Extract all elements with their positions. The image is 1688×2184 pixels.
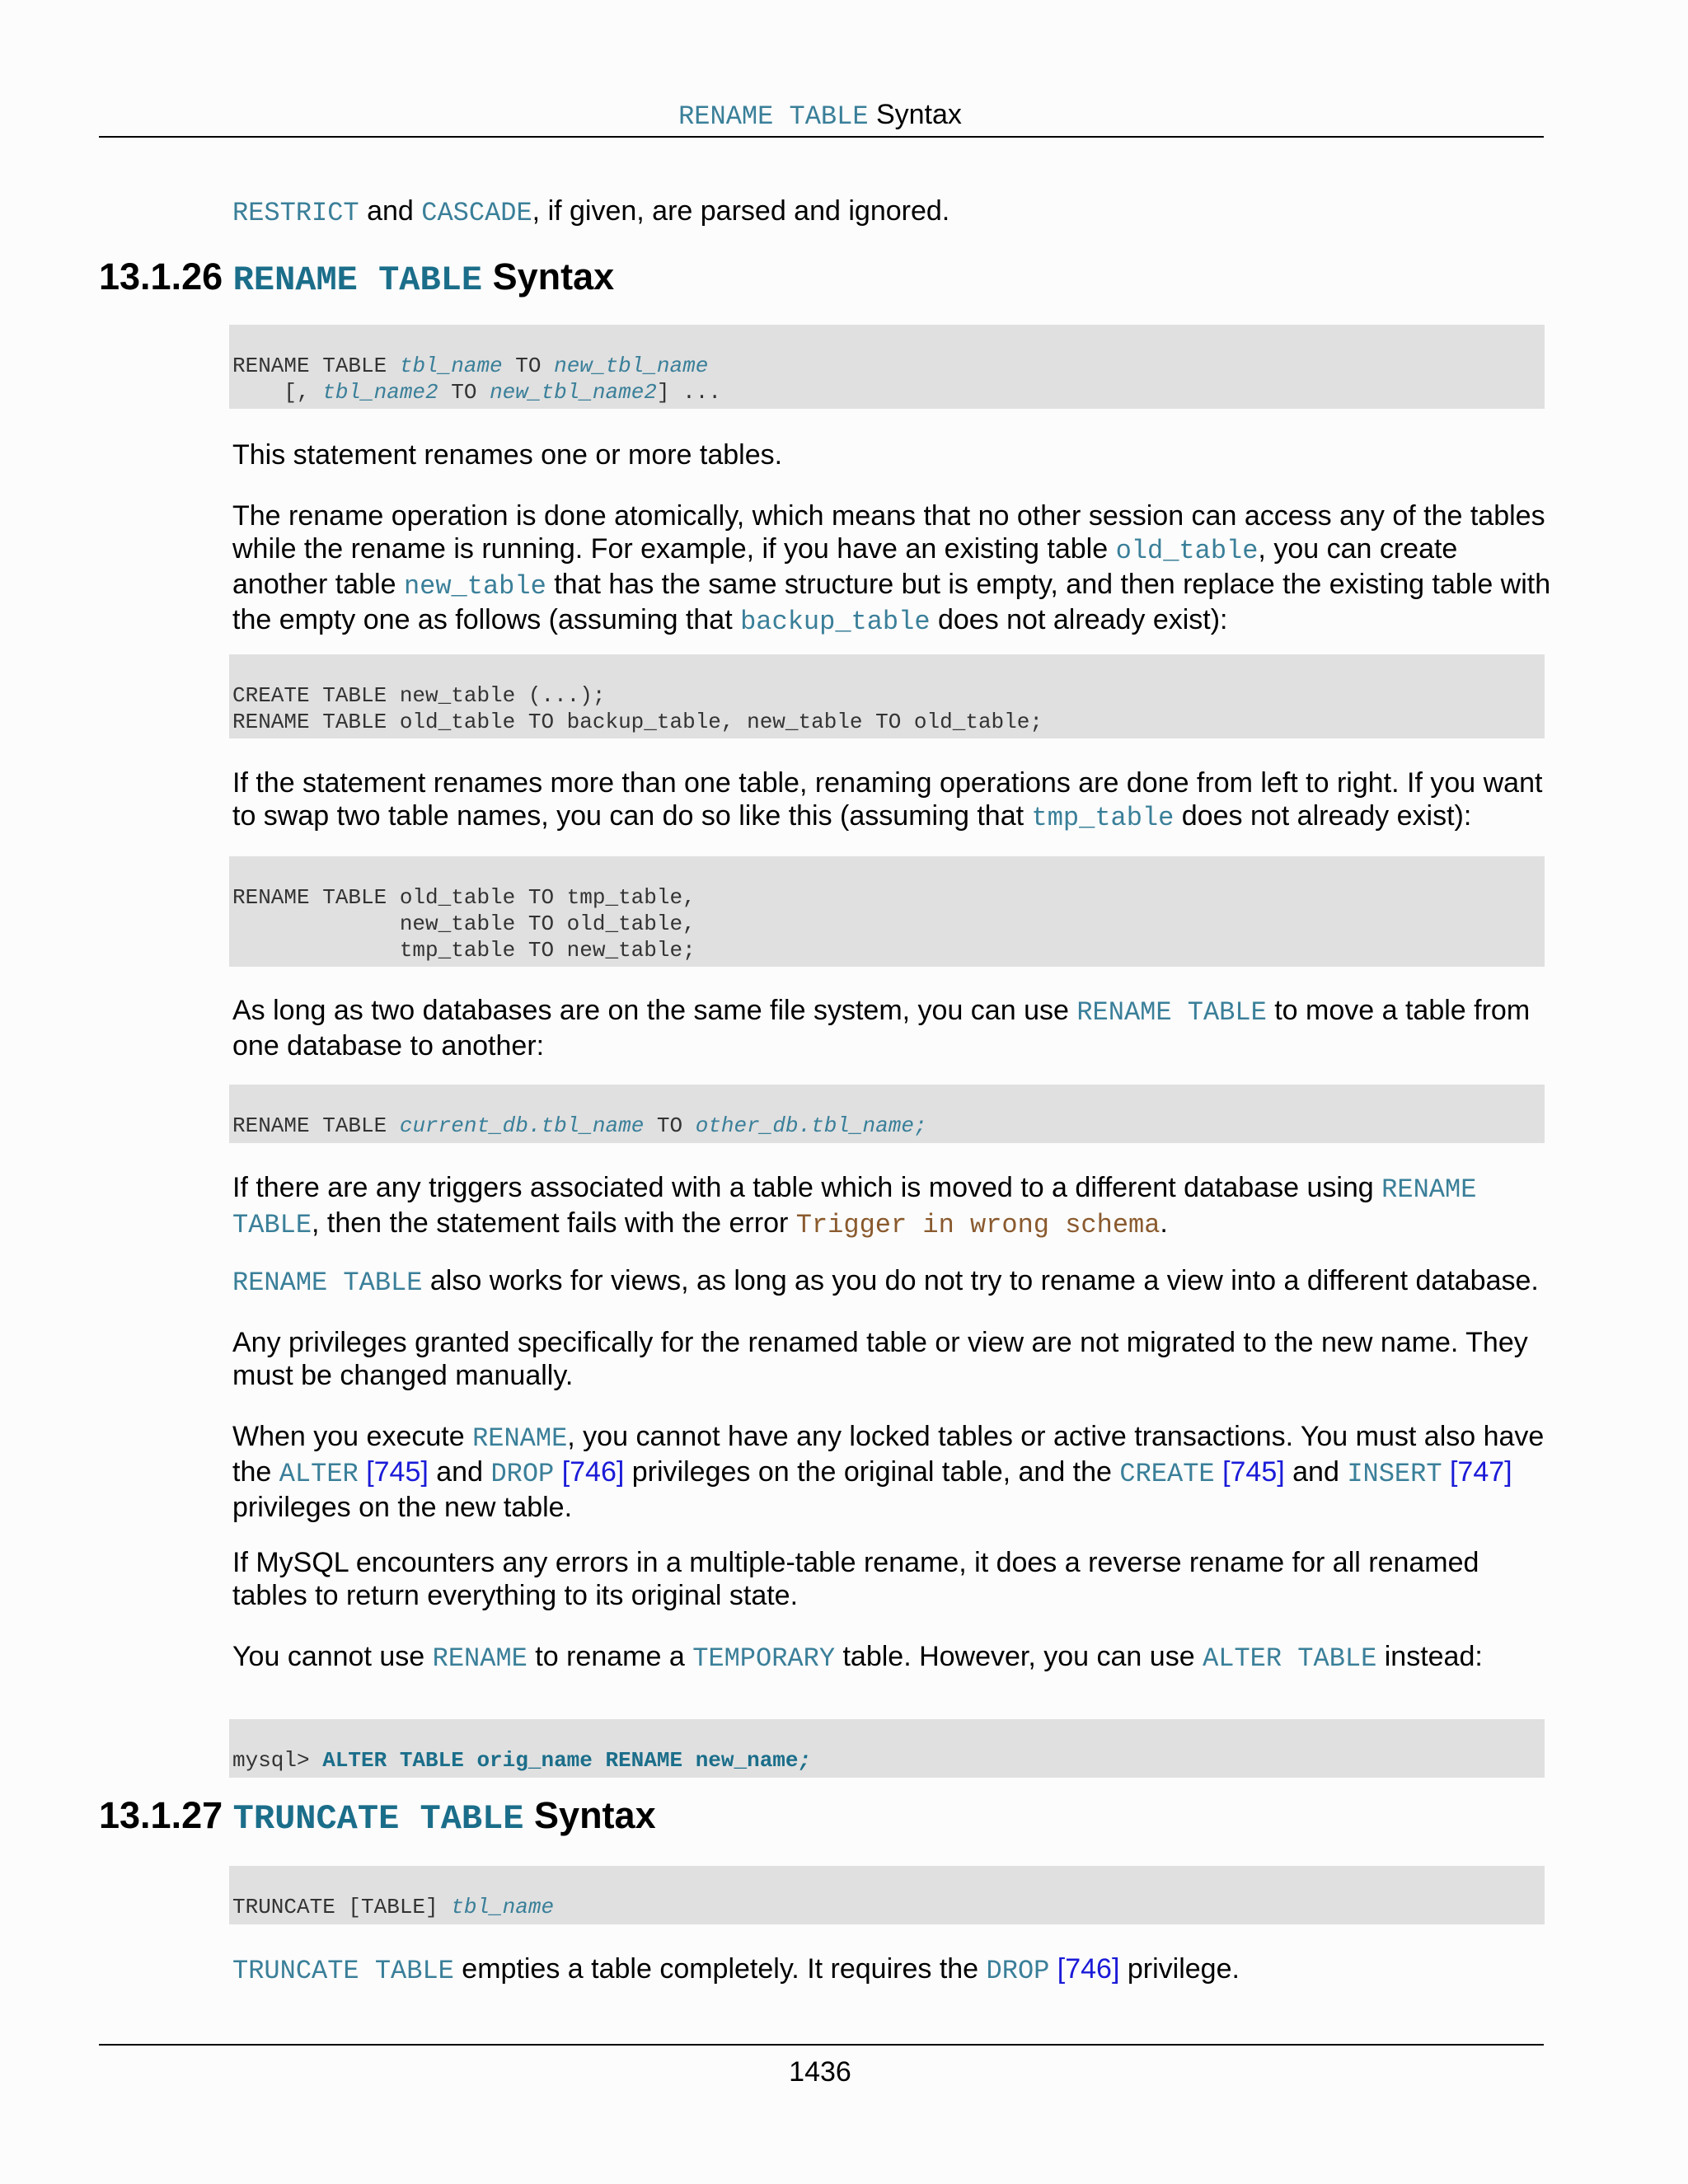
p5-text: If there are any triggers associated with a table which is moved to a different database using <box>232 1172 1382 1203</box>
p2-text: , you can create another table <box>232 533 1458 600</box>
code-block-create-rename: CREATE TABLE new_table (...); RENAME TABLE old_table TO backup_table, new_table TO old_table; <box>229 654 1545 738</box>
section-number: 13.1.27 <box>99 1794 223 1836</box>
syntax-text: TO <box>502 354 555 378</box>
privilege-link-alter[interactable]: [745] <box>366 1456 429 1488</box>
privilege-link-drop[interactable]: [746] <box>1057 1953 1120 1985</box>
p8-text: and <box>1284 1456 1348 1488</box>
header-rule <box>99 136 1544 138</box>
syntax-block-truncate <box>229 1866 1545 1924</box>
p8-text: , you cannot have any locked tables or active transactions. You must also have the <box>232 1421 1545 1488</box>
code-old-table: old_table <box>1115 536 1259 566</box>
code-drop: DROP <box>490 1459 555 1489</box>
section-code: RENAME TABLE <box>232 260 483 300</box>
section-text: Syntax <box>534 1794 656 1836</box>
section-code: TRUNCATE TABLE <box>232 1799 524 1839</box>
footer-rule <box>99 2044 1544 2046</box>
p2-text: that has the same structure but is empty, and then replace the existing table with the empty one as follows (assuming that <box>232 569 1551 635</box>
code-block-mysql-alter <box>229 1719 1545 1778</box>
p3-text: If the statement renames more than one table, renaming operations are done from left to right. If you want to swap two table names, you can do so like this (assuming that <box>232 767 1543 832</box>
code-rename: RENAME <box>432 1643 528 1674</box>
p6-text: also works for views, as long as you do not try to rename a view into a different database. <box>422 1265 1539 1296</box>
p8-text: privileges on the new table. <box>232 1492 573 1523</box>
mysql-command: ALTER TABLE orig_name RENAME new_name <box>322 1748 799 1773</box>
paragraph-7: Any privileges granted specifically for the renamed table or view are not migrated to the new name. They must be changed manually. <box>232 1327 1528 1391</box>
p11-text: empties a table completely. It requires the <box>453 1953 987 1985</box>
section-number: 13.1.26 <box>99 255 223 298</box>
p3-text: does not already exist): <box>1174 800 1472 832</box>
paragraph-10 <box>232 1640 1551 1675</box>
p5-text: . <box>1160 1207 1168 1239</box>
p8-text: and <box>428 1456 491 1488</box>
paragraph-8 <box>232 1420 1551 1524</box>
paragraph-1: This statement renames one or more tables. <box>232 439 783 471</box>
code-var: other_db.tbl_name; <box>695 1113 927 1138</box>
intro-text-1: and <box>359 195 422 227</box>
section-heading-rename <box>99 254 614 303</box>
syntax-block-rename <box>229 325 1545 409</box>
code-block-swap: RENAME TABLE old_table TO tmp_table, new_table TO old_table, tmp_table TO new_table; <box>229 856 1545 967</box>
code-rename-table: RENAME TABLE <box>232 1174 1477 1240</box>
mysql-prompt: mysql> <box>232 1748 323 1773</box>
paragraph-9: If MySQL encounters any errors in a multiple-table rename, it does a reverse rename for all renamed tables to return everything to its original state. <box>232 1547 1479 1611</box>
code-text: RENAME TABLE <box>232 1113 400 1138</box>
code-cascade: CASCADE <box>421 198 532 228</box>
code-alter: ALTER <box>279 1459 359 1489</box>
paragraph-5 <box>232 1171 1551 1242</box>
syntax-var: tbl_name2 <box>322 380 438 405</box>
intro-paragraph <box>232 194 1551 230</box>
syntax-text: ] ... <box>656 380 721 405</box>
p10-text: to rename a <box>527 1641 693 1672</box>
paragraph-11 <box>232 1952 1551 1988</box>
syntax-var: new_tbl_name2 <box>490 380 657 405</box>
intro-text-2: , if given, are parsed and ignored. <box>532 195 950 227</box>
code-restrict: RESTRICT <box>232 198 359 228</box>
syntax-text: TRUNCATE [TABLE] <box>232 1895 452 1919</box>
code-text: TO <box>644 1113 696 1138</box>
syntax-text: TO <box>438 380 490 405</box>
code-tmp-table: tmp_table <box>1031 803 1175 833</box>
code-temporary: TEMPORARY <box>692 1643 836 1674</box>
p2-text: does not already exist): <box>930 604 1228 635</box>
header-code: RENAME TABLE <box>678 101 869 132</box>
code-rename-table: RENAME TABLE <box>232 1268 423 1298</box>
code-block-move-db <box>229 1085 1545 1143</box>
p8-text: privileges on the original table, and the <box>624 1456 1120 1488</box>
paragraph-2 <box>232 499 1551 639</box>
p10-text: instead: <box>1376 1641 1483 1672</box>
p5-text: , then the statement fails with the error <box>312 1207 796 1239</box>
paragraph-4 <box>232 994 1551 1062</box>
section-text: Syntax <box>492 255 615 298</box>
code-drop: DROP <box>986 1956 1050 1986</box>
code-new-table: new_table <box>403 571 546 602</box>
p4-text: As long as two databases are on the same file system, you can use <box>232 995 1077 1026</box>
p4-text: to move a table from one database to another: <box>232 995 1531 1062</box>
header-text: Syntax <box>875 99 962 130</box>
code-alter-table: ALTER TABLE <box>1203 1643 1377 1674</box>
code-insert: INSERT <box>1347 1459 1442 1489</box>
code-rename: RENAME <box>472 1423 568 1454</box>
code-truncate-table: TRUNCATE TABLE <box>232 1956 454 1986</box>
running-header <box>99 97 1541 134</box>
syntax-var: new_tbl_name <box>554 354 709 378</box>
mysql-terminator: ; <box>798 1748 812 1773</box>
syntax-var: tbl_name <box>451 1895 555 1919</box>
page-number: 1436 <box>789 2056 851 2088</box>
privilege-link-insert[interactable]: [747] <box>1449 1456 1512 1488</box>
privilege-link-create[interactable]: [745] <box>1222 1456 1285 1488</box>
section-heading-truncate <box>99 1793 656 1842</box>
p10-text: You cannot use <box>232 1641 433 1672</box>
code-var: current_db.tbl_name <box>399 1113 645 1138</box>
paragraph-6 <box>232 1264 1551 1300</box>
syntax-text: [, <box>232 380 323 405</box>
error-message: Trigger in wrong schema <box>795 1210 1160 1240</box>
code-rename-table: RENAME TABLE <box>1076 997 1267 1028</box>
code-create: CREATE <box>1119 1459 1215 1489</box>
p2-text: The rename operation is done atomically, which means that no other session can access any of the tables while the rename is running. For example, if you have an existing table <box>232 500 1545 565</box>
privilege-link-drop[interactable]: [746] <box>561 1456 625 1488</box>
syntax-text: RENAME TABLE <box>232 354 400 378</box>
syntax-var: tbl_name <box>399 354 503 378</box>
p10-text: table. However, you can use <box>835 1641 1203 1672</box>
code-backup-table: backup_table <box>740 607 931 637</box>
paragraph-3 <box>232 766 1551 835</box>
p8-text: When you execute <box>232 1421 473 1452</box>
p11-text: privilege. <box>1119 1953 1240 1985</box>
